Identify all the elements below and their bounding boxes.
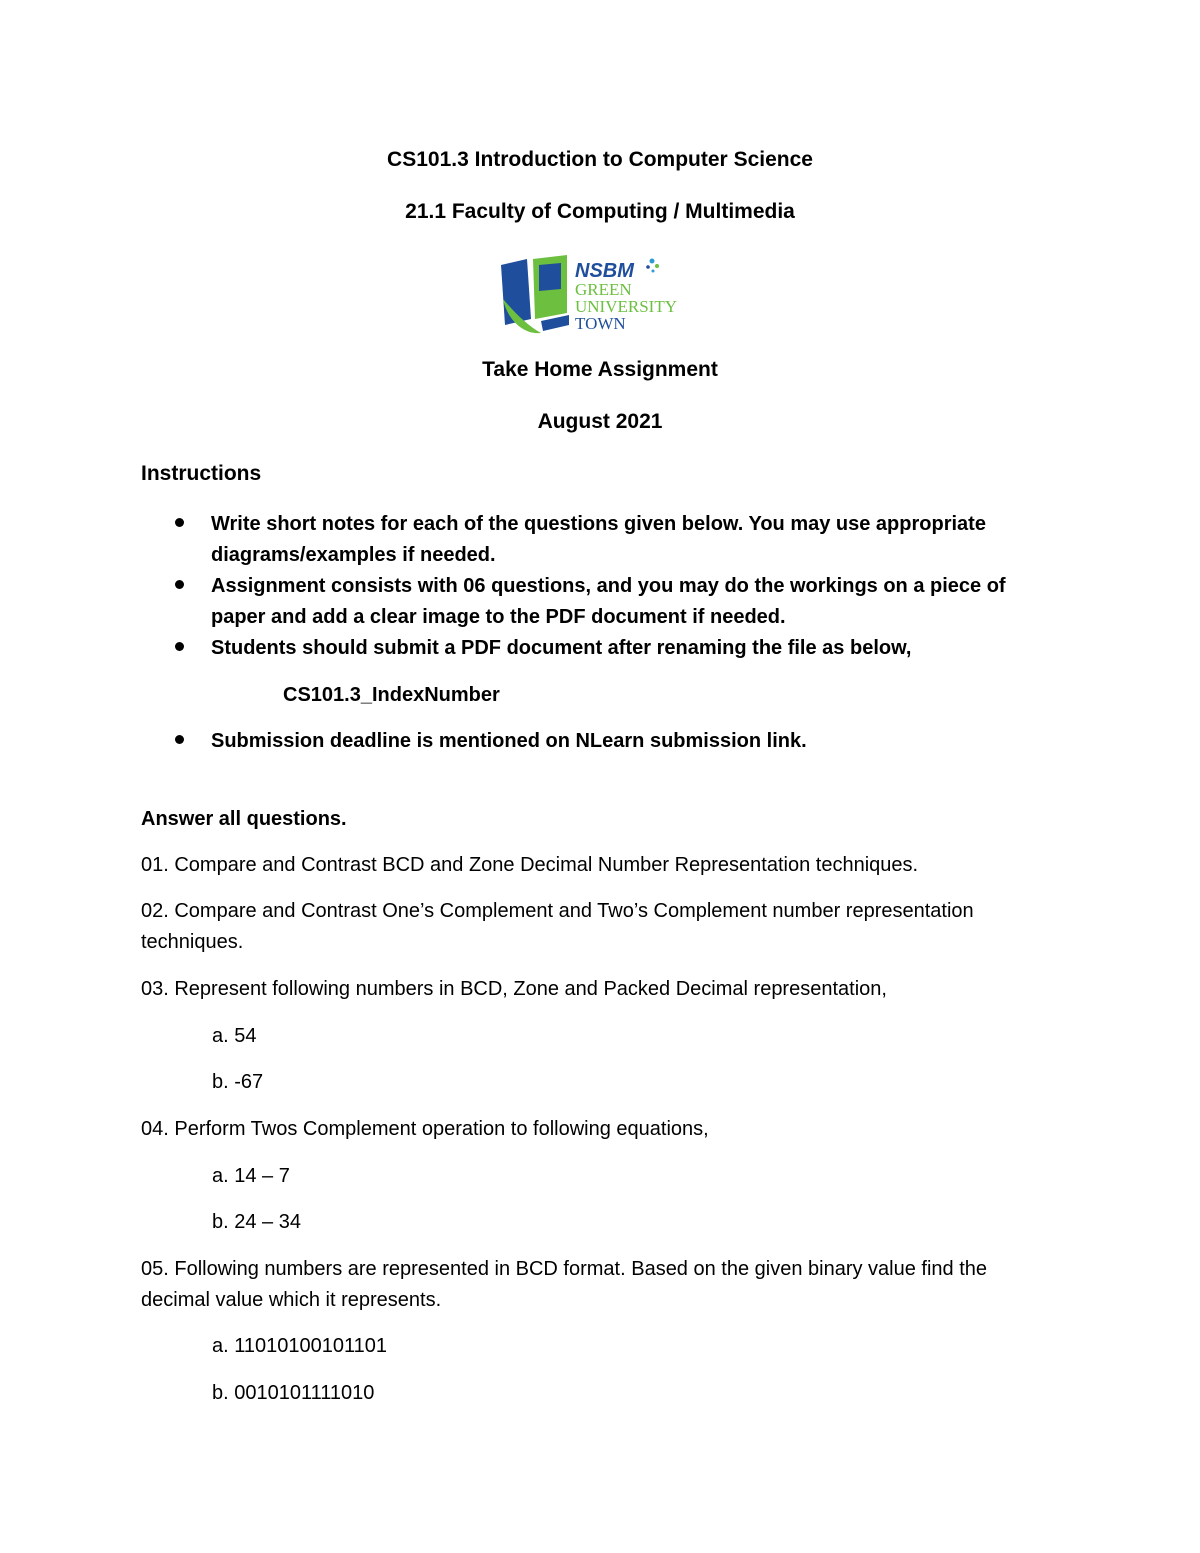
assignment-date: August 2021 [537, 410, 663, 433]
instruction-2-line2: paper and add a clear image to the PDF document if needed. [211, 606, 786, 628]
bullet-icon [175, 735, 184, 744]
question-4-a: a. 14 – 7 [212, 1165, 290, 1187]
question-5-line1: 05. Following numbers are represented in BCD format. Based on the given binary value find the [141, 1258, 988, 1280]
question-2-line2: techniques. [141, 931, 244, 953]
logo-book-base [541, 315, 569, 331]
assignment-title: Take Home Assignment [482, 358, 718, 381]
question-5-line2: decimal value which it represents. [141, 1289, 442, 1311]
question-5-a: a. 11010100101101 [212, 1335, 387, 1357]
course-title: CS101.3 Introduction to Computer Science [387, 148, 813, 171]
instruction-1-line1: Write short notes for each of the questions given below. You may use appropriate [211, 513, 986, 535]
instruction-4-line1: Submission deadline is mentioned on NLearn submission link. [211, 730, 807, 752]
logo-line3-text: TOWN [575, 314, 626, 333]
questions-heading: Answer all questions. [141, 808, 347, 830]
nsbm-logo [497, 255, 707, 339]
question-4: 04. Perform Twos Complement operation to following equations, [141, 1118, 709, 1140]
question-5-b: b. 0010101111010 [212, 1382, 375, 1404]
logo-name-text: NSBM [575, 260, 634, 282]
logo-blue-page-inner [539, 263, 561, 291]
logo-line1-text: GREEN [575, 280, 632, 299]
question-4-b: b. 24 – 34 [212, 1211, 301, 1233]
bullet-icon [175, 580, 184, 589]
question-3: 03. Represent following numbers in BCD, Zone and Packed Decimal representation, [141, 978, 887, 1000]
question-2-line1: 02. Compare and Contrast One’s Complement and Two’s Complement number representation [141, 900, 974, 922]
logo-line2-text: UNIVERSITY [575, 297, 677, 316]
question-3-b: b. -67 [212, 1071, 264, 1093]
faculty-line: 21.1 Faculty of Computing / Multimedia [405, 200, 795, 223]
instruction-1-line2: diagrams/examples if needed. [211, 544, 496, 566]
filename-format: CS101.3_IndexNumber [283, 684, 500, 706]
question-3-a: a. 54 [212, 1025, 257, 1047]
instruction-2-line1: Assignment consists with 06 questions, and you may do the workings on a piece of [211, 575, 1006, 597]
instructions-heading: Instructions [141, 462, 262, 485]
instruction-3-line1: Students should submit a PDF document after renaming the file as below, [211, 637, 912, 659]
question-1: 01. Compare and Contrast BCD and Zone Decimal Number Representation techniques. [141, 854, 919, 876]
bullet-icon [175, 518, 184, 527]
bullet-icon [175, 642, 184, 651]
